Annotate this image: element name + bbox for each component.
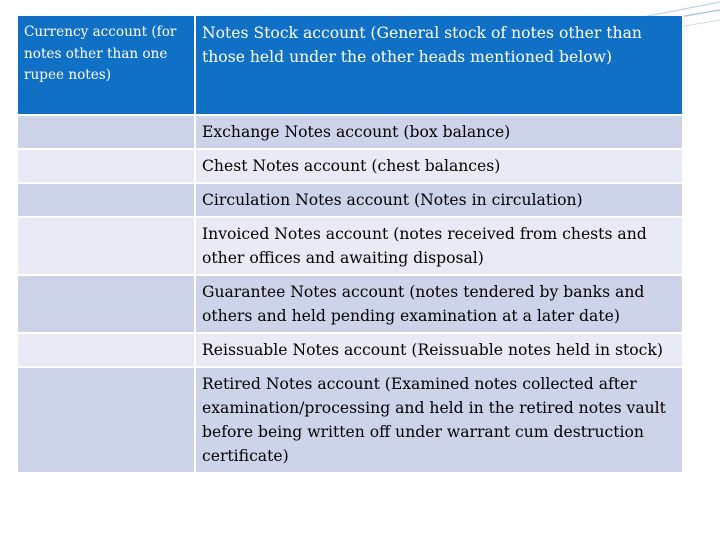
currency-account-table bbox=[18, 16, 684, 474]
header-left-text: Currency account (for notes other than one rupee notes) bbox=[24, 24, 177, 83]
empty-cell bbox=[18, 276, 196, 334]
empty-cell bbox=[18, 116, 196, 150]
table-header-row bbox=[18, 16, 684, 116]
header-right-text: Notes Stock account (General stock of notes other than those held under the other heads mentioned below) bbox=[202, 24, 642, 66]
row-text: Circulation Notes account (Notes in circulation) bbox=[202, 191, 583, 209]
row-cell bbox=[196, 276, 684, 334]
table-row bbox=[18, 116, 684, 150]
row-cell bbox=[196, 150, 684, 184]
row-cell bbox=[196, 368, 684, 474]
row-cell bbox=[196, 184, 684, 218]
row-text: Guarantee Notes account (notes tendered by banks and others and held pending examination at a later date) bbox=[202, 283, 645, 325]
empty-cell bbox=[18, 150, 196, 184]
empty-cell bbox=[18, 184, 196, 218]
row-text: Chest Notes account (chest balances) bbox=[202, 157, 501, 175]
row-cell bbox=[196, 218, 684, 276]
row-text: Exchange Notes account (box balance) bbox=[202, 123, 511, 141]
row-text: Invoiced Notes account (notes received from chests and other offices and awaiting disposal) bbox=[202, 225, 647, 267]
header-cell-right bbox=[196, 16, 684, 116]
row-text: Reissuable Notes account (Reissuable notes held in stock) bbox=[202, 341, 663, 359]
empty-cell bbox=[18, 368, 196, 474]
table-row bbox=[18, 150, 684, 184]
table-row bbox=[18, 368, 684, 474]
table-row bbox=[18, 184, 684, 218]
table-row bbox=[18, 334, 684, 368]
row-cell bbox=[196, 334, 684, 368]
empty-cell bbox=[18, 218, 196, 276]
header-cell-left bbox=[18, 16, 196, 116]
row-text: Retired Notes account (Examined notes collected after examination/processing and held in the retired notes vault before being written off under warrant cum destruction certificate) bbox=[202, 375, 666, 465]
table-row bbox=[18, 276, 684, 334]
table-row bbox=[18, 218, 684, 276]
row-cell bbox=[196, 116, 684, 150]
empty-cell bbox=[18, 334, 196, 368]
